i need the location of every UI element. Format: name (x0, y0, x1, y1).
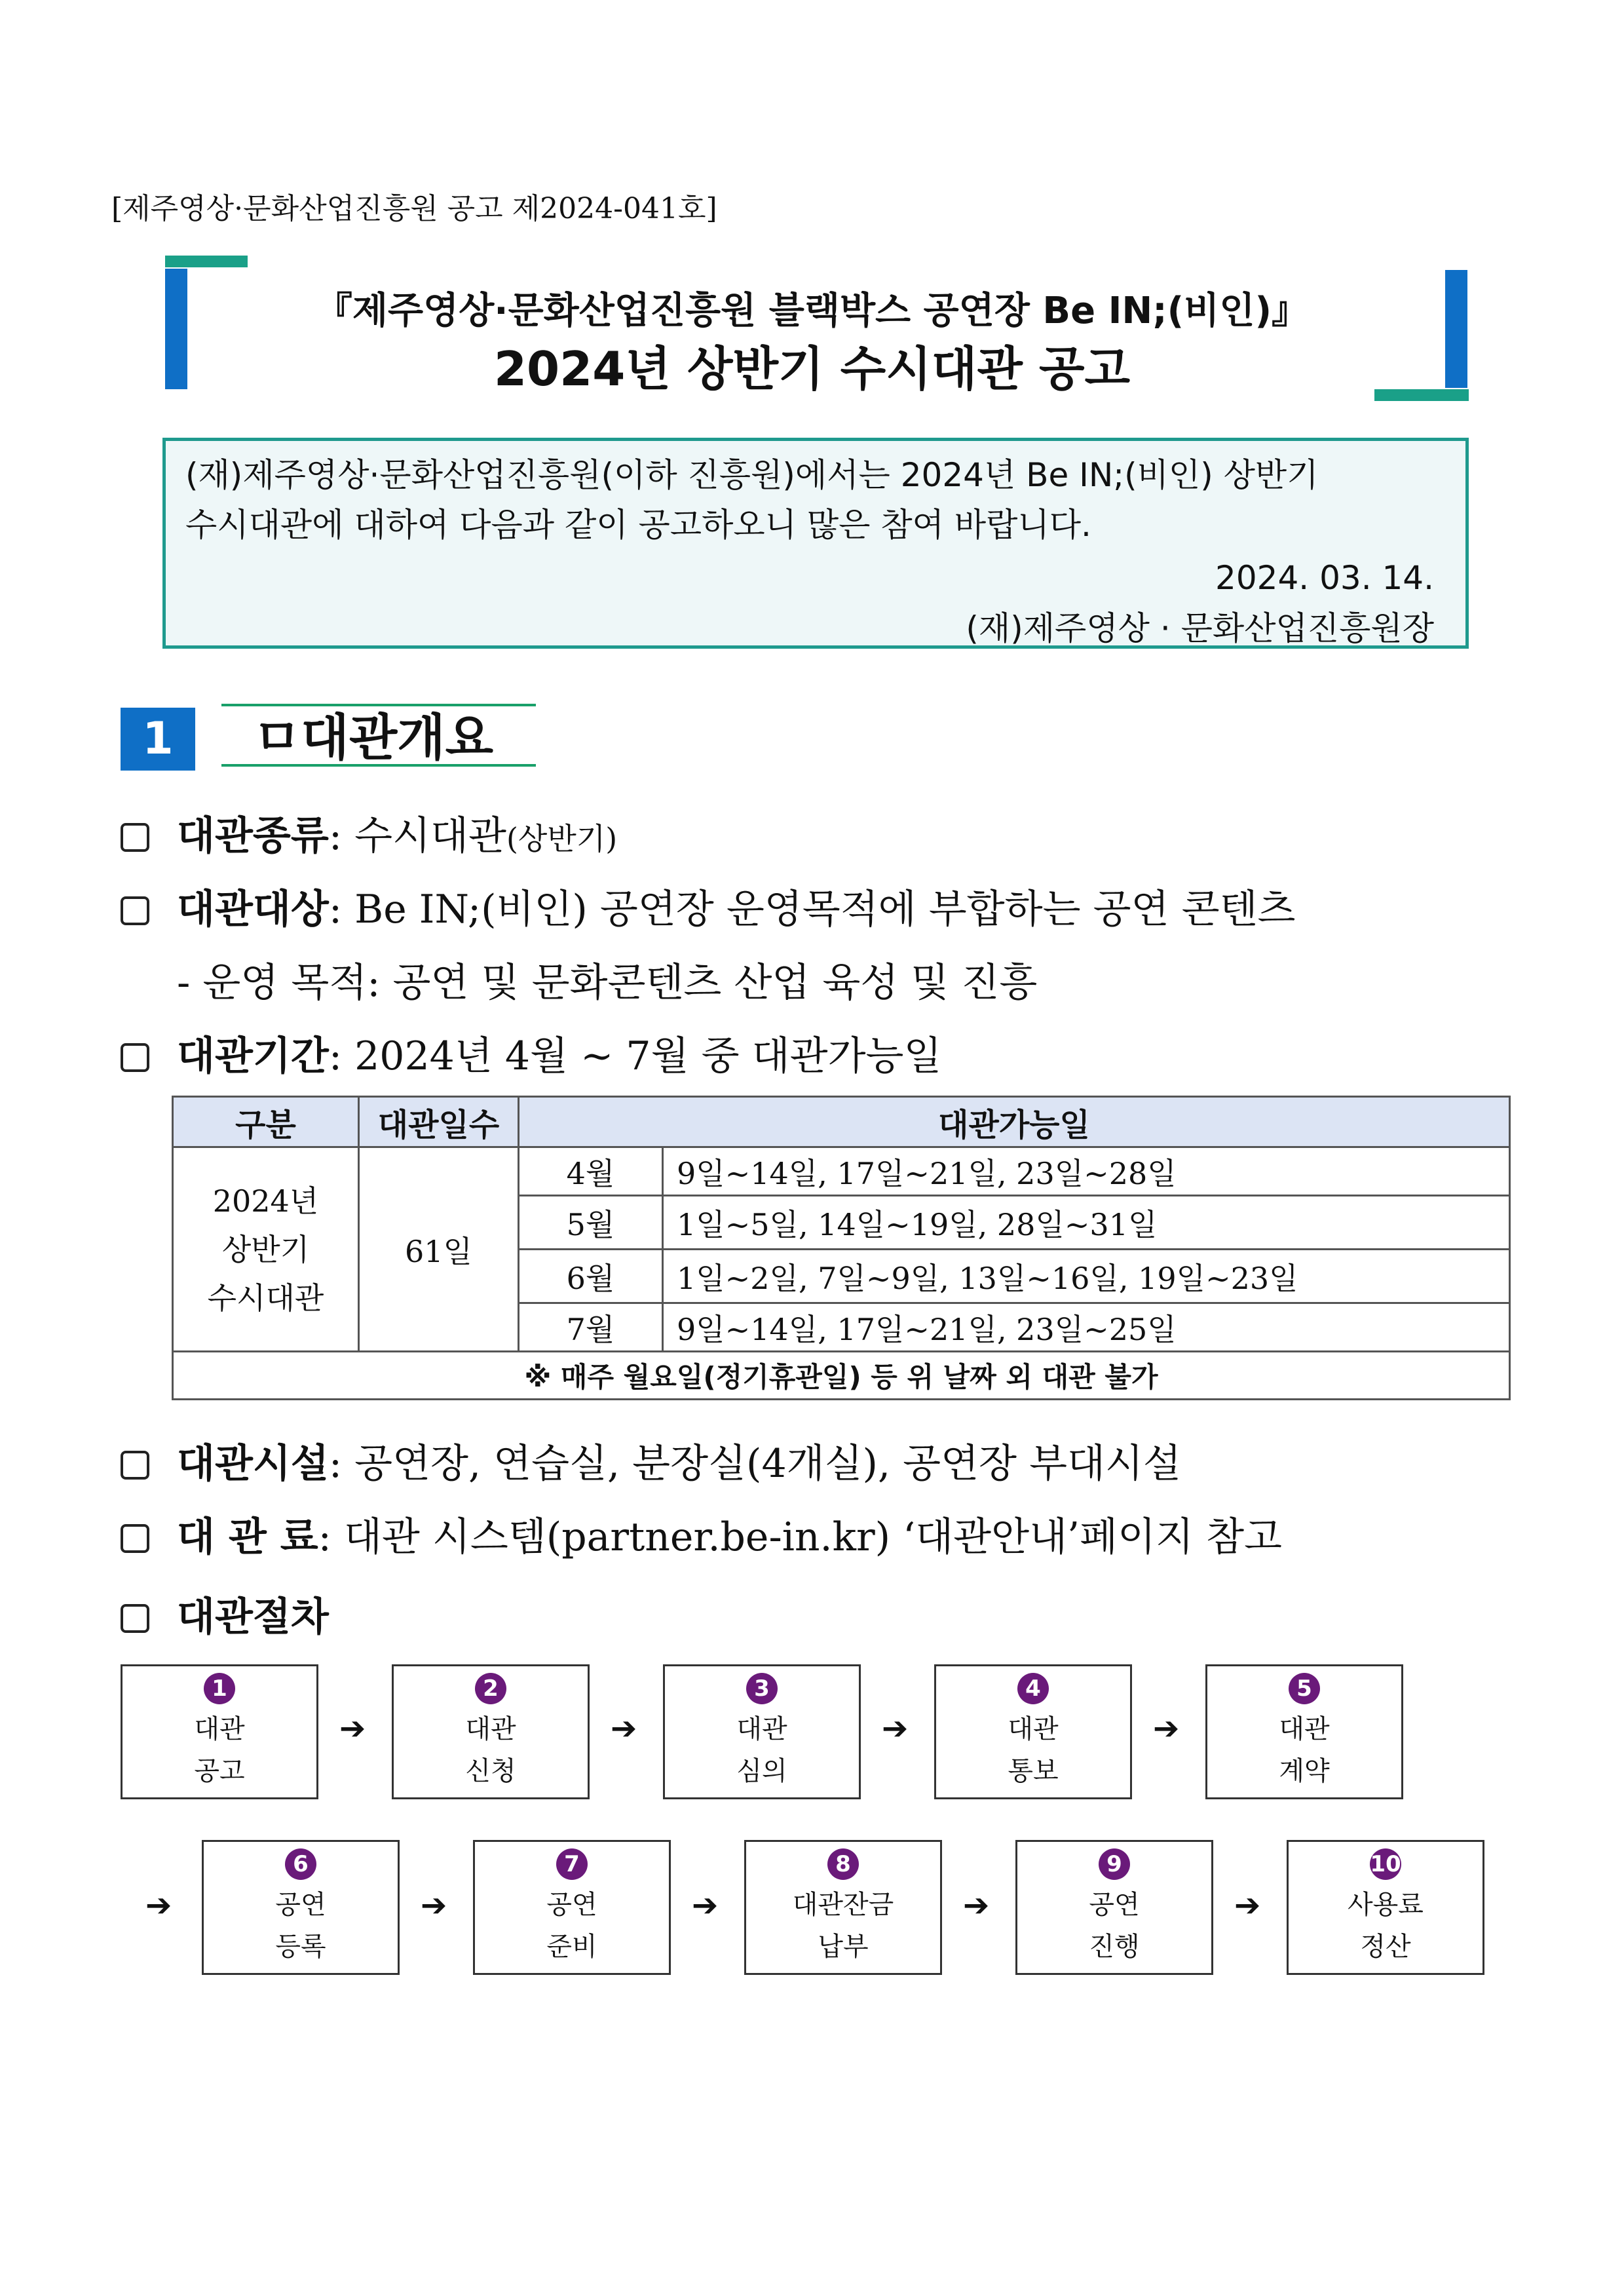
table-cell-dates: 9일~14일, 17일~21일, 23일~28일 (663, 1147, 1510, 1196)
process-step-3 (663, 1664, 861, 1799)
arrow-right-icon: ➔ (339, 1710, 366, 1747)
step-label: 대관 (736, 1714, 787, 1744)
table-header-row (173, 1097, 1510, 1147)
step-number-badge: 1 (204, 1673, 235, 1704)
step-number-badge: 7 (556, 1848, 588, 1880)
category-line: 상반기 (221, 1231, 310, 1267)
item-label: 대관종류 (177, 813, 329, 859)
item-value: : 수시대관 (328, 813, 506, 859)
item-value: : 공연장, 연습실, 분장실(4개실), 공연장 부대시설 (328, 1441, 1181, 1487)
item-label: 대관대상 (177, 887, 329, 932)
schedule-table (172, 1096, 1511, 1400)
process-step-6 (202, 1840, 400, 1975)
step-label: 대관 (194, 1714, 245, 1744)
process-step-1 (121, 1664, 318, 1799)
step-number-badge: 4 (1017, 1673, 1049, 1704)
step-label: 공연 (275, 1890, 326, 1920)
checkbox-icon (121, 896, 149, 925)
section-number: 1 (121, 708, 195, 771)
checkbox-icon (121, 823, 149, 852)
table-cell-month: 4월 (519, 1147, 663, 1196)
process-step-7 (473, 1840, 671, 1975)
notice-date: 2024. 03. 14. (1215, 559, 1434, 597)
intro-line-1: (재)제주영상·문화산업진흥원(이하 진흥원)에서는 2024년 Be IN;(비인) 상반기 (185, 456, 1319, 494)
table-header: 대관가능일 (519, 1097, 1510, 1147)
arrow-right-icon: ➔ (882, 1710, 909, 1747)
process-step-2 (392, 1664, 590, 1799)
item-rental-target (121, 878, 1296, 934)
item-rental-type (121, 805, 617, 861)
item-suffix: (상반기) (506, 821, 618, 856)
arrow-right-icon: ➔ (1234, 1887, 1261, 1924)
step-label: 정산 (1360, 1932, 1411, 1962)
arrow-right-icon: ➔ (692, 1887, 719, 1924)
step-label: 대관 (1008, 1714, 1059, 1744)
step-label: 준비 (546, 1932, 597, 1962)
arrow-right-icon: ➔ (963, 1887, 990, 1924)
item-value: : 2024년 4월 ~ 7월 중 대관가능일 (328, 1033, 942, 1079)
step-label: 등록 (275, 1932, 326, 1962)
item-label: 대관기간 (177, 1033, 329, 1079)
arrow-right-icon: ➔ (421, 1887, 447, 1924)
table-note: ※ 매주 월요일(정기휴관일) 등 위 날짜 외 대관 불가 (173, 1352, 1510, 1400)
table-cell-dates: 9일~14일, 17일~21일, 23일~25일 (663, 1303, 1510, 1352)
table-cell-month: 5월 (519, 1196, 663, 1250)
category-line: 2024년 (212, 1183, 319, 1219)
process-step-5 (1205, 1664, 1403, 1799)
table-cell-category (173, 1147, 359, 1352)
item-operating-purpose: - 운영 목적: 공연 및 문화콘텐츠 산업 육성 및 진흥 (177, 960, 1038, 1006)
frame-top-left-teal (165, 256, 248, 267)
item-rental-facility (121, 1432, 1181, 1489)
step-number-badge: 3 (746, 1673, 778, 1704)
step-number-badge: 9 (1099, 1848, 1130, 1880)
step-label: 공연 (546, 1890, 597, 1920)
step-label: 진행 (1089, 1932, 1140, 1962)
table-header: 대관일수 (359, 1097, 519, 1147)
table-header: 구분 (173, 1097, 359, 1147)
intro-line-2: 수시대관에 대하여 다음과 같이 공고하오니 많은 참여 바랍니다. (185, 506, 1091, 544)
step-number-badge: 8 (827, 1848, 859, 1880)
step-label: 사용료 (1348, 1890, 1424, 1920)
checkbox-icon (121, 1451, 149, 1480)
item-label: 대관절차 (177, 1594, 329, 1640)
step-number-badge: 10 (1370, 1848, 1401, 1880)
arrow-right-icon: ➔ (145, 1887, 172, 1924)
step-label: 납부 (818, 1932, 869, 1962)
item-label: 대 관 료 (177, 1514, 318, 1560)
page-title: 2024년 상반기 수시대관 공고 (493, 341, 1131, 396)
item-rental-period (121, 1025, 941, 1081)
table-cell-month: 7월 (519, 1303, 663, 1352)
item-value: : 대관 시스템(partner.be-in.kr) ‘대관안내’페이지 참고 (318, 1514, 1282, 1560)
process-step-8 (744, 1840, 942, 1975)
step-label: 신청 (465, 1756, 516, 1786)
process-step-4 (934, 1664, 1132, 1799)
step-label: 공고 (194, 1756, 245, 1786)
issuer-org: (재)제주영상 · 문화산업진흥원장 (966, 609, 1434, 647)
intro-box (162, 438, 1469, 649)
item-label: 대관시설 (177, 1441, 329, 1487)
arrow-right-icon: ➔ (611, 1710, 637, 1747)
step-label: 공연 (1089, 1890, 1140, 1920)
item-rental-fee (121, 1506, 1282, 1562)
step-label: 대관 (1279, 1714, 1330, 1744)
notice-number: [제주영상·문화산업진흥원 공고 제2024-041호] (111, 192, 717, 225)
table-note-row (173, 1352, 1510, 1400)
arrow-right-icon: ➔ (1153, 1710, 1180, 1747)
item-value: : Be IN;(비인) 공연장 운영목적에 부합하는 공연 콘텐츠 (328, 887, 1296, 932)
step-label: 심의 (736, 1756, 787, 1786)
section-title: ㅁ대관개요 (221, 704, 536, 767)
step-number-badge: 2 (475, 1673, 506, 1704)
table-row (173, 1147, 1510, 1196)
table-cell-days: 61일 (359, 1147, 519, 1352)
process-step-10 (1287, 1840, 1484, 1975)
table-cell-month: 6월 (519, 1250, 663, 1303)
checkbox-icon (121, 1524, 149, 1553)
step-label: 통보 (1008, 1756, 1059, 1786)
process-step-9 (1015, 1840, 1213, 1975)
step-label: 대관잔금 (792, 1890, 894, 1920)
step-number-badge: 6 (285, 1848, 316, 1880)
category-line: 수시대관 (207, 1280, 324, 1316)
step-label: 계약 (1279, 1756, 1330, 1786)
step-label: 대관 (465, 1714, 516, 1744)
checkbox-icon (121, 1604, 149, 1633)
checkbox-icon (121, 1043, 149, 1072)
title-line-1: 『제주영상·문화산업진흥원 블랙박스 공연장 Be IN;(비인)』 (315, 290, 1309, 332)
item-rental-process (121, 1586, 329, 1642)
step-number-badge: 5 (1289, 1673, 1320, 1704)
table-cell-dates: 1일~5일, 14일~19일, 28일~31일 (663, 1196, 1510, 1250)
table-cell-dates: 1일~2일, 7일~9일, 13일~16일, 19일~23일 (663, 1250, 1510, 1303)
